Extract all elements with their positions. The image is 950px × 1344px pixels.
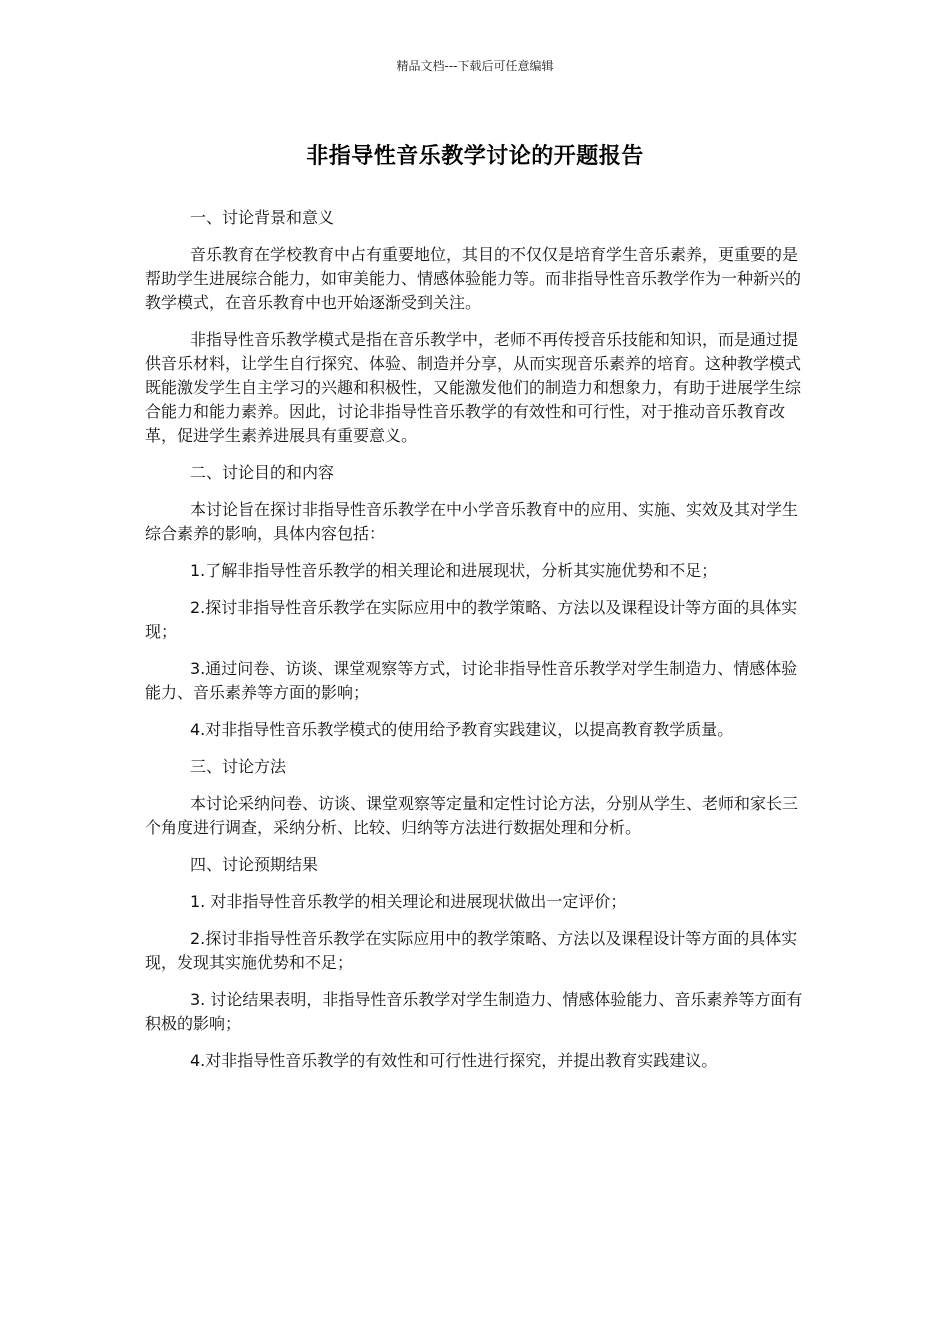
list-item-results-1: 1. 对非指导性音乐教学的相关理论和进展现状做出一定评价；: [190, 892, 627, 911]
section-heading-purpose: 二、讨论目的和内容: [190, 463, 335, 482]
list-item-results-4: 4.对非指导性音乐教学的有效性和可行性进行探究，并提出教育实践建议。: [190, 1051, 718, 1070]
list-item-purpose-2: 2.探讨非指导性音乐教学在实际应用中的教学策略、方法以及课程设计等方面的具体实现；: [145, 598, 798, 641]
section-heading-background: 一、讨论背景和意义: [190, 208, 335, 227]
list-item-results-3: 3. 讨论结果表明，非指导性音乐教学对学生制造力、情感体验能力、音乐素养等方面有积极的影响；: [145, 990, 803, 1033]
paragraph-method: 本讨论采纳问卷、访谈、课堂观察等定量和定性讨论方法，分别从学生、老师和家长三个角度进行调查，采纳分析、比较、归纳等方法进行数据处理和分析。: [145, 794, 799, 837]
paragraph-background-1: 音乐教育在学校教育中占有重要地位，其目的不仅仅是培育学生音乐素养，更重要的是帮助学生进展综合能力，如审美能力、情感体验能力等。而非指导性音乐教学作为一种新兴的教学模式，在音乐教育中也开始逐渐受到关注。: [145, 245, 802, 312]
list-item-purpose-4: 4.对非指导性音乐教学模式的使用给予教育实践建议，以提高教育教学质量。: [190, 720, 734, 739]
paragraph-purpose-intro: 本讨论旨在探讨非指导性音乐教学在中小学音乐教育中的应用、实施、实效及其对学生综合素养的影响，具体内容包括：: [145, 500, 799, 543]
list-item-purpose-3: 3.通过问卷、访谈、课堂观察等方式，讨论非指导性音乐教学对学生制造力、情感体验能力、音乐素养等方面的影响；: [145, 659, 798, 702]
section-heading-results: 四、讨论预期结果: [190, 855, 319, 874]
list-item-purpose-1: 1.了解非指导性音乐教学的相关理论和进展现状，分析其实施优势和不足；: [190, 561, 718, 580]
document-title: 非指导性音乐教学讨论的开题报告: [306, 144, 644, 169]
document-body: [145, 206, 807, 1086]
header-note: 精品文档---下载后可任意编辑: [396, 59, 554, 73]
list-item-results-2: 2.探讨非指导性音乐教学在实际应用中的教学策略、方法以及课程设计等方面的具体实现，发现其实施优势和不足；: [145, 929, 798, 972]
paragraph-background-2: 非指导性音乐教学模式是指在音乐教学中，老师不再传授音乐技能和知识，而是通过提供音乐材料，让学生自行探究、体验、制造并分享，从而实现音乐素养的培育。这种教学模式既能激发学生自主学习的兴趣和积极性，又能激发他们的制造力和想象力，有助于进展学生综合能力和能力素养。因此，讨论非指导性音乐教学的有效性和可行性，对于推动音乐教育改革，促进学生素养进展具有重要意义。: [145, 330, 802, 445]
section-heading-method: 三、讨论方法: [190, 757, 287, 776]
